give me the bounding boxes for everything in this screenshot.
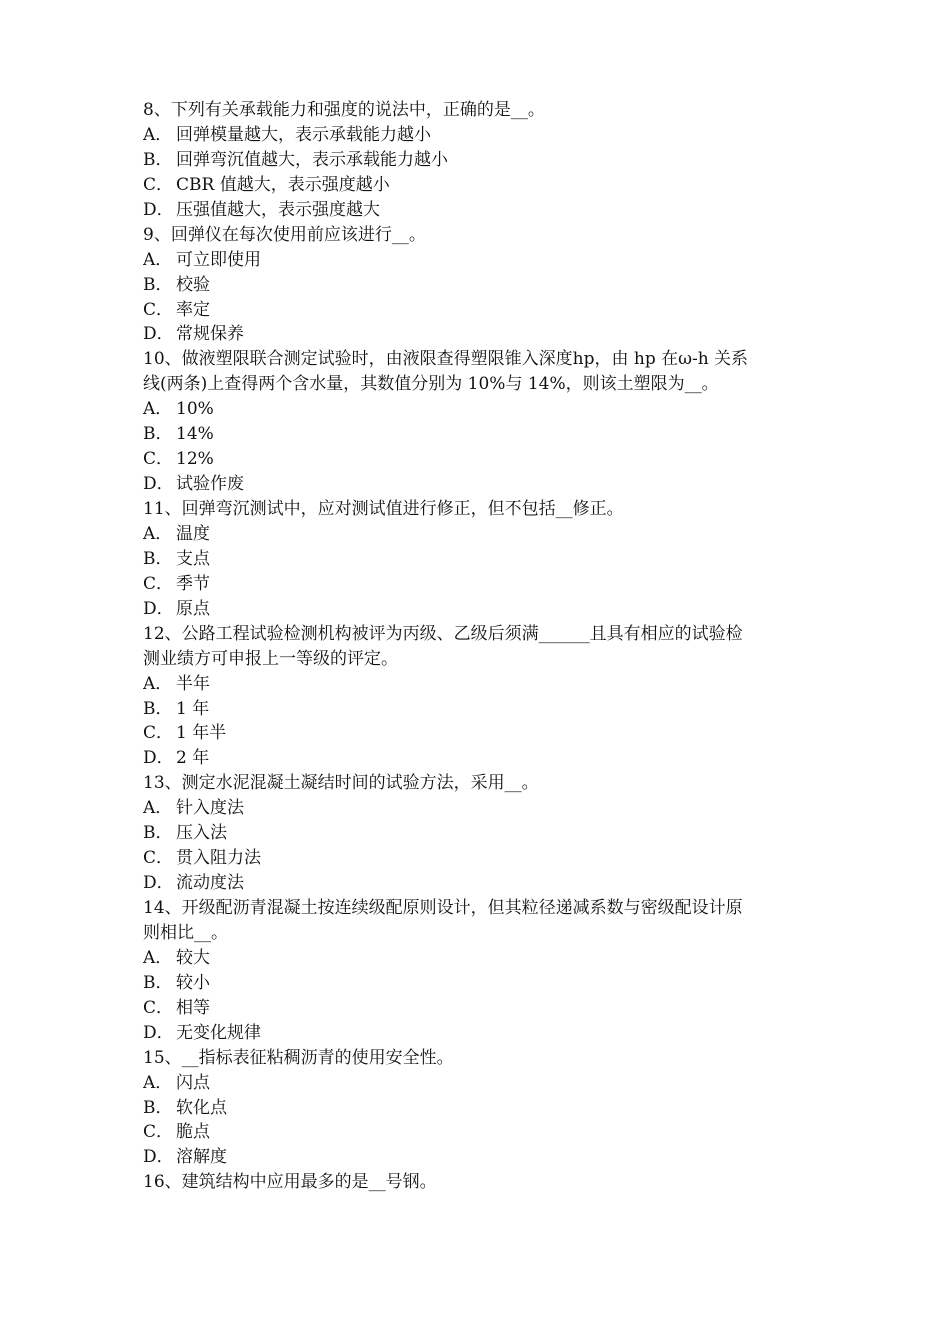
option-text: CBR 值越大，表示强度越小 — [176, 174, 390, 195]
option-text: 溶解度 — [176, 1147, 227, 1168]
question-10 — [143, 347, 813, 497]
option-letter: A． — [143, 1072, 173, 1093]
option-letter: A． — [143, 523, 173, 544]
option-letter: C． — [143, 723, 174, 744]
option-a — [143, 1071, 813, 1096]
option-text: 试验作废 — [176, 474, 244, 495]
option-c — [143, 846, 813, 871]
option-a — [143, 796, 813, 821]
option-letter: D． — [143, 474, 174, 495]
question-8 — [143, 98, 813, 223]
option-text: 闪点 — [176, 1072, 210, 1093]
option-letter: B． — [143, 424, 173, 445]
option-text: 1 年 — [176, 698, 210, 719]
question-14 — [143, 896, 813, 1046]
option-d — [143, 198, 813, 223]
option-text: 针入度法 — [176, 798, 244, 819]
option-text: 10% — [176, 399, 214, 420]
question-13 — [143, 771, 813, 896]
option-a — [143, 397, 813, 422]
option-text: 压强值越大，表示强度越大 — [176, 199, 380, 220]
option-letter: D． — [143, 598, 174, 619]
option-text: 软化点 — [176, 1097, 227, 1118]
question-stem: 9、回弹仪在每次使用前应该进行__。 — [143, 224, 426, 245]
option-d — [143, 1021, 813, 1046]
option-text: 贯入阻力法 — [176, 848, 261, 869]
option-text: 常规保养 — [176, 324, 244, 345]
option-letter: D． — [143, 1147, 174, 1168]
option-a — [143, 248, 813, 273]
question-stem: 13、测定水泥混凝土凝结时间的试验方法，采用__。 — [143, 773, 539, 794]
option-text: 压入法 — [176, 823, 227, 844]
question-12 — [143, 622, 813, 772]
option-c — [143, 721, 813, 746]
option-c — [143, 173, 813, 198]
option-text: 回弹弯沉值越大，表示承载能力越小 — [176, 149, 448, 170]
option-a — [143, 522, 813, 547]
option-c — [143, 1120, 813, 1145]
option-letter: A． — [143, 947, 173, 968]
question-11 — [143, 497, 813, 622]
option-letter: D． — [143, 873, 174, 894]
option-text: 校验 — [176, 274, 210, 295]
option-letter: A． — [143, 673, 173, 694]
option-letter: B． — [143, 274, 173, 295]
option-letter: C． — [143, 573, 174, 594]
option-letter: B． — [143, 1097, 173, 1118]
option-text: 1 年半 — [176, 723, 227, 744]
option-letter: D． — [143, 324, 174, 345]
option-c — [143, 996, 813, 1021]
option-letter: B． — [143, 149, 173, 170]
option-d — [143, 871, 813, 896]
option-text: 相等 — [176, 997, 210, 1018]
question-stem: 14、开级配沥青混凝土按连续级配原则设计，但其粒径递减系数与密级配设计原 — [143, 898, 743, 918]
option-b — [143, 547, 813, 572]
option-a — [143, 672, 813, 697]
option-text: 12% — [176, 449, 214, 470]
option-c — [143, 447, 813, 472]
option-b — [143, 148, 813, 173]
option-letter: A． — [143, 798, 173, 819]
option-d — [143, 746, 813, 771]
option-text: 可立即使用 — [176, 249, 261, 270]
option-letter: B． — [143, 698, 173, 719]
option-d — [143, 1145, 813, 1170]
option-d — [143, 472, 813, 497]
option-letter: D． — [143, 748, 174, 769]
option-b — [143, 273, 813, 298]
option-b — [143, 821, 813, 846]
option-a — [143, 123, 813, 148]
question-9 — [143, 223, 813, 348]
option-letter: C． — [143, 848, 174, 869]
option-letter: C． — [143, 997, 174, 1018]
option-letter: B． — [143, 972, 173, 993]
question-15 — [143, 1046, 813, 1171]
question-stem: 12、公路工程试验检测机构被评为丙级、乙级后须满______且具有相应的试验检 — [143, 623, 743, 644]
document-page — [143, 98, 813, 1195]
option-text: 脆点 — [176, 1122, 210, 1143]
option-letter: A． — [143, 249, 173, 270]
option-letter: C． — [143, 449, 174, 470]
option-letter: C． — [143, 174, 174, 195]
option-letter: A． — [143, 399, 173, 420]
option-b — [143, 697, 813, 722]
option-letter: B． — [143, 548, 173, 569]
option-b — [143, 1096, 813, 1121]
option-b — [143, 971, 813, 996]
option-text: 无变化规律 — [176, 1022, 261, 1043]
question-stem: 10、做液塑限联合测定试验时，由液限查得塑限锥入深度hp，由 hp 在ω-h 关系 — [143, 349, 749, 370]
option-letter: D． — [143, 1022, 174, 1043]
option-letter: A． — [143, 124, 173, 145]
option-text: 14% — [176, 424, 214, 445]
question-stem-continued: 测业绩方可申报上一等级的评定。 — [143, 648, 398, 669]
option-text: 季节 — [176, 573, 210, 594]
option-text: 较小 — [176, 972, 210, 993]
option-c — [143, 572, 813, 597]
question-stem-continued: 则相比__。 — [143, 922, 228, 943]
option-text: 2 年 — [176, 748, 210, 769]
option-text: 支点 — [176, 548, 210, 569]
option-text: 回弹模量越大，表示承载能力越小 — [176, 124, 431, 145]
option-letter: C． — [143, 299, 174, 320]
option-letter: D． — [143, 199, 174, 220]
option-text: 较大 — [176, 947, 210, 968]
option-letter: B． — [143, 823, 173, 844]
question-stem: 8、下列有关承载能力和强度的说法中，正确的是__。 — [143, 100, 545, 120]
question-stem: 15、__指标表征粘稠沥青的使用安全性。 — [143, 1047, 454, 1068]
option-text: 温度 — [176, 523, 210, 544]
option-letter: C． — [143, 1122, 174, 1143]
option-text: 原点 — [176, 598, 210, 619]
option-d — [143, 597, 813, 622]
option-b — [143, 422, 813, 447]
question-16 — [143, 1170, 813, 1195]
option-text: 率定 — [176, 299, 210, 320]
question-stem: 16、建筑结构中应用最多的是__号钢。 — [143, 1172, 437, 1193]
option-c — [143, 298, 813, 323]
option-text: 流动度法 — [176, 873, 244, 894]
option-text: 半年 — [176, 673, 210, 694]
option-d — [143, 322, 813, 347]
question-stem: 11、回弹弯沉测试中，应对测试值进行修正，但不包括__修正。 — [143, 499, 624, 519]
question-stem-continued: 线(两条)上查得两个含水量，其数值分别为 10%与 14%，则该土塑限为__。 — [143, 374, 719, 395]
option-a — [143, 946, 813, 971]
